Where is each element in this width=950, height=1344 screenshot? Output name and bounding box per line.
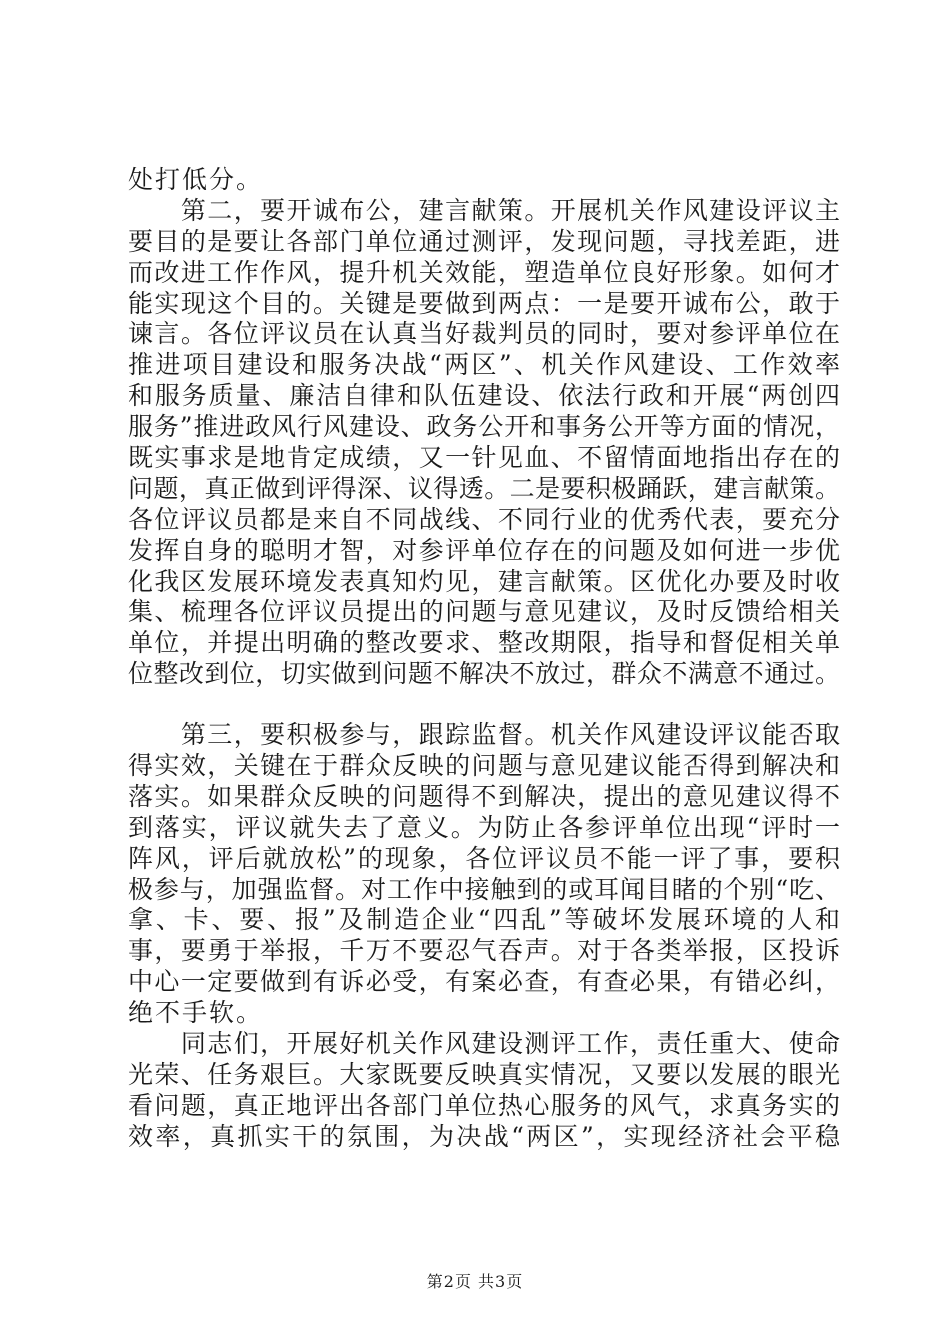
text-line: 谏言。各位评议员在认真当好裁判员的同时，要对参评单位在 [128, 319, 840, 349]
text-line: 第三，要积极参与，跟踪监督。机关作风建设评议能否取 [128, 720, 840, 750]
page-number-footer: 第2页 共3页 [426, 1272, 524, 1291]
paragraph-third-point [128, 720, 840, 1029]
text-line: 中心一定要做到有诉必受，有案必查，有查必果，有错必纠， [128, 967, 840, 997]
text-line: 问题，真正做到评得深、议得透。二是要积极踊跃，建言献策。 [128, 473, 840, 503]
text-line: 和服务质量、廉洁自律和队伍建设、依法行政和开展“两创四 [128, 381, 840, 411]
text-line: 得实效，关键在于群众反映的问题与意见建议能否得到解决和 [128, 751, 840, 781]
text-line: 光荣、任务艰巨。大家既要反映真实情况，又要以发展的眼光 [128, 1059, 840, 1089]
text-line: 效率，真抓实干的氛围，为决战“两区”，实现经济社会平稳 [128, 1121, 840, 1151]
text-line: 能实现这个目的。关键是要做到两点：一是要开诚布公，敢于 [128, 288, 840, 318]
document-body [128, 165, 840, 1153]
text-line: 单位，并提出明确的整改要求、整改期限，指导和督促相关单 [128, 628, 840, 658]
text-line: 看问题，真正地评出各部门单位热心服务的风气，求真务实的 [128, 1090, 840, 1120]
text-line: 既实事求是地肯定成绩，又一针见血、不留情面地指出存在的 [128, 443, 840, 473]
text-line: 事，要勇于举报，千万不要忍气吞声。对于各类举报，区投诉 [128, 936, 840, 966]
text-line: 阵风，评后就放松”的现象，各位评议员不能一评了事，要积 [128, 843, 840, 873]
text-line: 拿、卡、要、报”及制造企业“四乱”等破坏发展环境的人和 [128, 905, 840, 935]
text-line: 化我区发展环境发表真知灼见，建言献策。区优化办要及时收 [128, 566, 840, 596]
text-line: 到落实，评议就失去了意义。为防止各参评单位出现“评时一 [128, 812, 840, 842]
text-line: 第二，要开诚布公，建言献策。开展机关作风建设评议主 [128, 195, 840, 225]
paragraph-closing [128, 1029, 840, 1153]
paragraph-gap [128, 690, 840, 720]
paragraph-continuation [128, 165, 840, 196]
text-line: 位整改到位，切实做到问题不解决不放过，群众不满意不通过。 [128, 659, 840, 689]
text-line: 发挥自身的聪明才智，对参评单位存在的问题及如何进一步优 [128, 535, 840, 565]
text-line: 集、梳理各位评议员提出的问题与意见建议，及时反馈给相关 [128, 597, 840, 627]
text-line: 推进项目建设和服务决战“两区”、机关作风建设、工作效率 [128, 350, 840, 380]
text-line: 各位评议员都是来自不同战线、不同行业的优秀代表，要充分 [128, 504, 840, 534]
text-line: 处打低分。 [128, 165, 264, 194]
paragraph-second-point [128, 196, 840, 690]
text-line: 服务”推进政风行风建设、政务公开和事务公开等方面的情况， [128, 412, 840, 442]
text-line: 同志们，开展好机关作风建设测评工作，责任重大、使命 [128, 1029, 840, 1059]
text-line: 绝不手软。 [128, 998, 264, 1028]
text-line: 落实。如果群众反映的问题得不到解决，提出的意见建议得不 [128, 781, 840, 811]
text-line: 极参与，加强监督。对工作中接触到的或耳闻目睹的个别“吃、 [128, 874, 840, 904]
text-line: 而改进工作作风，提升机关效能，塑造单位良好形象。如何才 [128, 257, 840, 287]
text-line: 要目的是要让各部门单位通过测评，发现问题，寻找差距，进 [128, 226, 840, 256]
